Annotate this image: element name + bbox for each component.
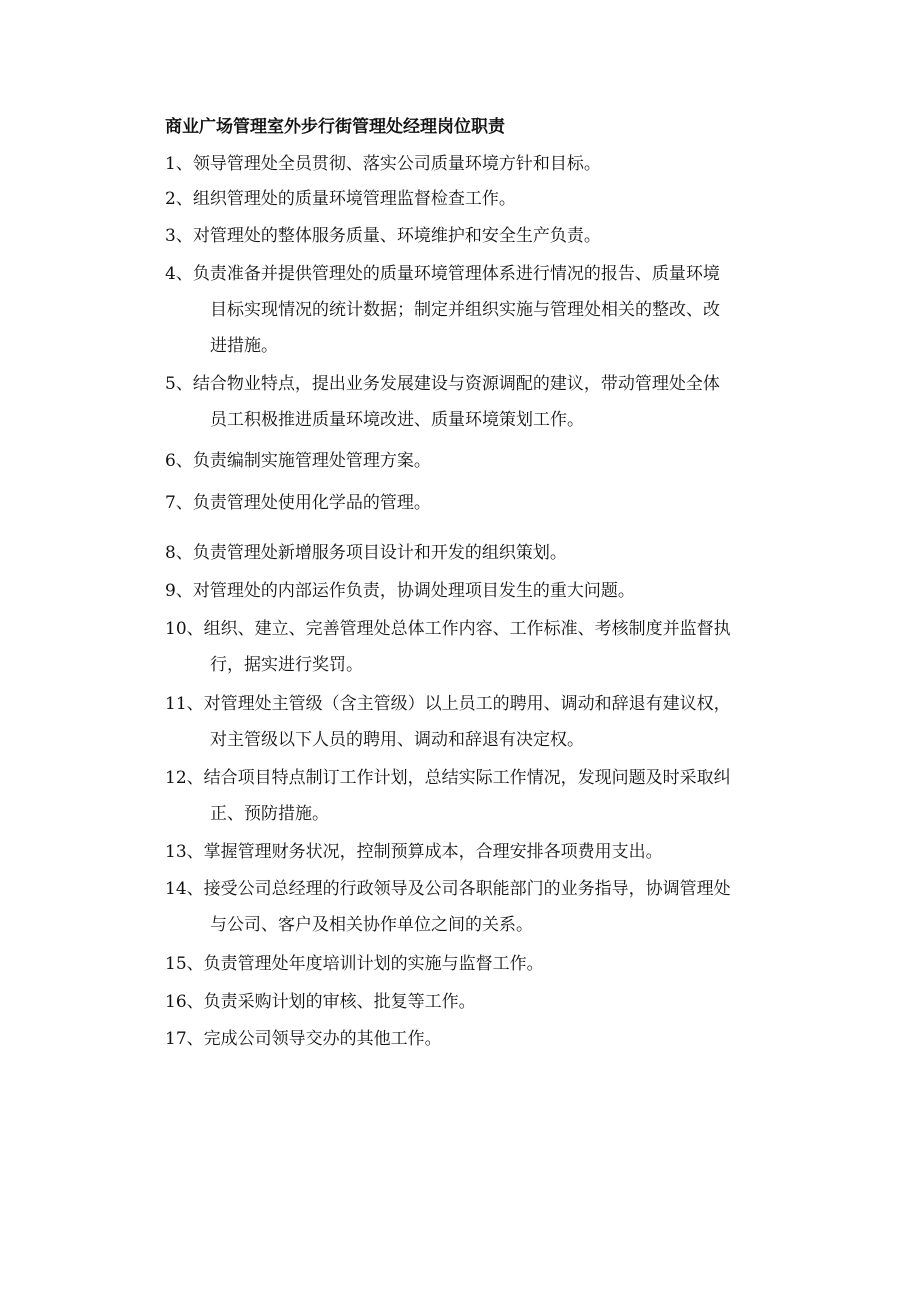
duty-item-12 [165,760,790,832]
duty-line-continued: 进措施。 [210,336,278,356]
duty-line: 8、负责管理处新增服务项目设计和开发的组织策划。 [165,543,567,563]
duty-item-1 [165,146,790,182]
duty-line: 15、负责管理处年度培训计划的实施与监督工作。 [165,954,544,974]
duty-item-16 [165,984,790,1020]
duty-item-7 [165,485,790,521]
duty-line-continued: 与公司、客户及相关协作单位之间的关系。 [210,915,533,935]
duty-line: 12、结合项目特点制订工作计划，总结实际工作情况，发现问题及时采取纠 [165,768,731,788]
duty-item-10 [165,611,790,683]
document-title: 商业广场管理室外步行街管理处经理岗位职责 [165,117,505,137]
duty-item-9 [165,573,790,609]
duty-item-3 [165,218,790,254]
duty-line-continued: 对主管级以下人员的聘用、调动和辞退有决定权。 [210,730,584,750]
duty-line: 1、领导管理处全员贯彻、落实公司质量环境方针和目标。 [165,154,601,174]
duty-item-13 [165,834,790,870]
duty-line: 9、对管理处的内部运作负责，协调处理项目发生的重大问题。 [165,581,635,601]
duty-line: 17、完成公司领导交办的其他工作。 [165,1029,442,1049]
duty-item-15 [165,946,790,982]
duty-line: 11、对管理处主管级（含主管级）以上员工的聘用、调动和辞退有建议权， [165,694,731,714]
duty-line: 13、掌握管理财务状况，控制预算成本，合理安排各项费用支出。 [165,842,663,862]
duty-line: 2、组织管理处的质量环境管理监督检查工作。 [165,189,516,209]
duty-line-continued: 正、预防措施。 [210,804,329,824]
duty-line: 6、负责编制实施管理处管理方案。 [165,451,431,471]
duty-line: 3、对管理处的整体服务质量、环境维护和安全生产负责。 [165,226,601,246]
duty-item-4 [165,256,790,364]
duty-line: 7、负责管理处使用化学品的管理。 [165,493,431,513]
duty-item-17 [165,1021,790,1057]
duty-line: 10、组织、建立、完善管理处总体工作内容、工作标准、考核制度并监督执 [165,619,731,639]
duty-line-continued: 目标实现情况的统计数据；制定并组织实施与管理处相关的整改、改 [210,300,720,320]
duty-line-continued: 员工积极推进质量环境改进、质量环境策划工作。 [210,410,584,430]
duty-item-6 [165,443,790,479]
duty-item-8 [165,535,790,571]
duty-item-14 [165,871,790,943]
duty-line: 4、负责准备并提供管理处的质量环境管理体系进行情况的报告、质量环境 [165,264,720,284]
duty-item-5 [165,366,790,438]
duty-line: 14、接受公司总经理的行政领导及公司各职能部门的业务指导，协调管理处 [165,879,731,899]
duty-line-continued: 行，据实进行奖罚。 [210,655,363,675]
duty-item-2 [165,181,790,217]
duty-line: 16、负责采购计划的审核、批复等工作。 [165,992,476,1012]
duty-item-11 [165,686,790,758]
duty-line: 5、结合物业特点，提出业务发展建设与资源调配的建议，带动管理处全体 [165,374,720,394]
